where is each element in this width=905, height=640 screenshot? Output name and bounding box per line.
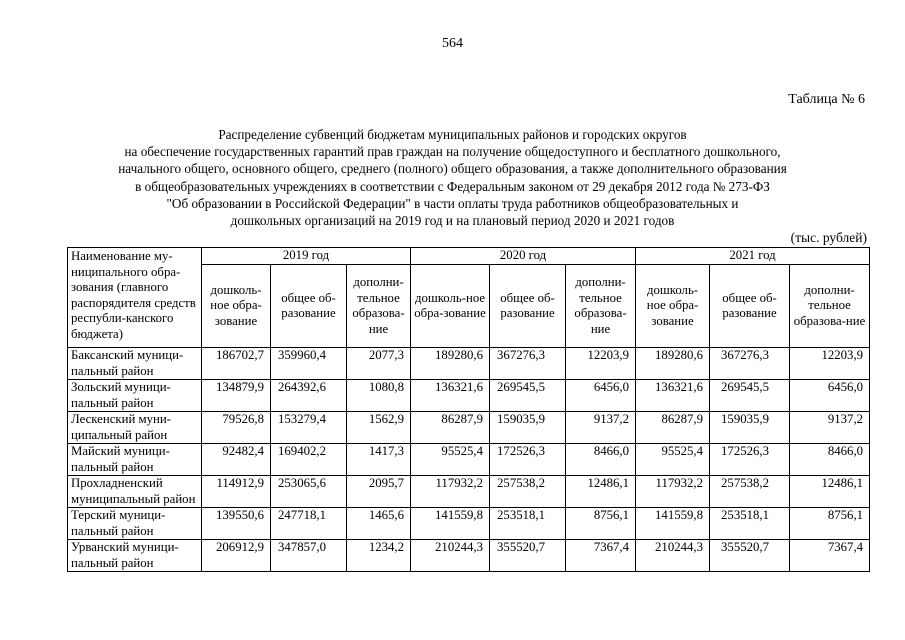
value-cell: 269545,5 — [710, 380, 790, 412]
title-line: начального общего, основного общего, среднего (полного) общего образования, а также дополнительного образования — [118, 161, 787, 177]
value-cell: 7367,4 — [566, 540, 636, 572]
table-row — [68, 348, 870, 380]
value-cell: 7367,4 — [790, 540, 870, 572]
value-cell: 186702,7 — [202, 348, 271, 380]
title-line: на обеспечение государственных гарантий прав граждан на получение общедоступного и бесплатного дошкольного, — [124, 144, 781, 160]
value-cell: 253065,6 — [271, 476, 347, 508]
value-cell: 355520,7 — [710, 540, 790, 572]
value-cell: 92482,4 — [202, 444, 271, 476]
units-label: (тыс. рублей) — [790, 230, 867, 245]
value-cell: 172526,3 — [710, 444, 790, 476]
value-cell: 8466,0 — [790, 444, 870, 476]
value-cell: 2095,7 — [347, 476, 411, 508]
table-row — [68, 380, 870, 412]
value-cell: 1234,2 — [347, 540, 411, 572]
value-cell: 206912,9 — [202, 540, 271, 572]
value-cell: 172526,3 — [490, 444, 566, 476]
value-cell: 9137,2 — [790, 412, 870, 444]
value-cell: 139550,6 — [202, 508, 271, 540]
value-cell: 136321,6 — [411, 380, 490, 412]
value-cell: 141559,8 — [411, 508, 490, 540]
value-cell: 6456,0 — [790, 380, 870, 412]
year-header-row — [68, 248, 870, 265]
value-cell: 159035,9 — [490, 412, 566, 444]
title-line: в общеобразовательных учреждениях в соответствии с Федеральным законом от 29 декабря 2012 года № 273-ФЗ — [135, 178, 770, 194]
column-header-preschool: дошколь-ное обра-зование — [636, 265, 710, 348]
value-cell: 359960,4 — [271, 348, 347, 380]
year-header-2020: 2020 год — [411, 248, 636, 265]
year-header-2019: 2019 год — [202, 248, 411, 265]
page-number: 564 — [442, 36, 463, 51]
municipality-name-cell: Прохладненский муниципальный район — [68, 476, 202, 508]
value-cell: 8756,1 — [790, 508, 870, 540]
column-header-general: общее об-разование — [490, 265, 566, 348]
value-cell: 86287,9 — [636, 412, 710, 444]
value-cell: 134879,9 — [202, 380, 271, 412]
value-cell: 1562,9 — [347, 412, 411, 444]
value-cell: 95525,4 — [636, 444, 710, 476]
value-cell: 257538,2 — [490, 476, 566, 508]
value-cell: 189280,6 — [636, 348, 710, 380]
municipality-name-cell: Лескенский муни-ципальный район — [68, 412, 202, 444]
value-cell: 347857,0 — [271, 540, 347, 572]
value-cell: 367276,3 — [710, 348, 790, 380]
value-cell: 95525,4 — [411, 444, 490, 476]
table-row — [68, 444, 870, 476]
value-cell: 8466,0 — [566, 444, 636, 476]
year-header-2021: 2021 год — [636, 248, 870, 265]
table-row — [68, 540, 870, 572]
value-cell: 1417,3 — [347, 444, 411, 476]
municipality-name-cell: Баксанский муници-пальный район — [68, 348, 202, 380]
value-cell: 189280,6 — [411, 348, 490, 380]
municipality-column-header: Наименование му-ниципального обра-зования (главного распорядителя средств республи-канского бюджета) — [68, 248, 202, 348]
value-cell: 153279,4 — [271, 412, 347, 444]
municipality-name-cell: Майский муници-пальный район — [68, 444, 202, 476]
table-title — [40, 126, 865, 229]
value-cell: 1080,8 — [347, 380, 411, 412]
value-cell: 269545,5 — [490, 380, 566, 412]
column-header-preschool: дошколь-ное обра-зование — [202, 265, 271, 348]
value-cell: 9137,2 — [566, 412, 636, 444]
value-cell: 12203,9 — [790, 348, 870, 380]
column-header-additional: дополни-тельное образова-ние — [347, 265, 411, 348]
value-cell: 6456,0 — [566, 380, 636, 412]
value-cell: 8756,1 — [566, 508, 636, 540]
column-header-preschool: дошколь-ное обра-зование — [411, 265, 490, 348]
table-label: Таблица № 6 — [788, 92, 865, 107]
table-row — [68, 412, 870, 444]
value-cell: 367276,3 — [490, 348, 566, 380]
value-cell: 141559,8 — [636, 508, 710, 540]
value-cell: 79526,8 — [202, 412, 271, 444]
table-row — [68, 476, 870, 508]
value-cell: 355520,7 — [490, 540, 566, 572]
column-header-additional: дополни-тельное образова-ние — [790, 265, 870, 348]
value-cell: 86287,9 — [411, 412, 490, 444]
value-cell: 247718,1 — [271, 508, 347, 540]
municipality-name-cell: Урванский муници-пальный район — [68, 540, 202, 572]
title-line: "Об образовании в Российской Федерации" в части оплаты труда работников общеобразовательных и — [166, 195, 739, 211]
municipality-name-cell: Терский муници-пальный район — [68, 508, 202, 540]
title-line: Распределение субвенций бюджетам муниципальных районов и городских округов — [218, 127, 687, 142]
value-cell: 12203,9 — [566, 348, 636, 380]
subsidy-table — [67, 247, 870, 572]
table-row — [68, 508, 870, 540]
value-cell: 2077,3 — [347, 348, 411, 380]
column-header-additional: дополни-тельное образова-ние — [566, 265, 636, 348]
value-cell: 12486,1 — [566, 476, 636, 508]
value-cell: 117932,2 — [636, 476, 710, 508]
value-cell: 264392,6 — [271, 380, 347, 412]
value-cell: 12486,1 — [790, 476, 870, 508]
value-cell: 253518,1 — [490, 508, 566, 540]
municipality-name-cell: Зольский муници-пальный район — [68, 380, 202, 412]
value-cell: 114912,9 — [202, 476, 271, 508]
value-cell: 253518,1 — [710, 508, 790, 540]
column-header-general: общее об-разование — [271, 265, 347, 348]
value-cell: 159035,9 — [710, 412, 790, 444]
value-cell: 117932,2 — [411, 476, 490, 508]
value-cell: 210244,3 — [411, 540, 490, 572]
column-header-general: общее об-разование — [710, 265, 790, 348]
value-cell: 1465,6 — [347, 508, 411, 540]
value-cell: 257538,2 — [710, 476, 790, 508]
value-cell: 136321,6 — [636, 380, 710, 412]
title-line: дошкольных организаций на 2019 год и на плановый период 2020 и 2021 годов — [230, 213, 675, 229]
value-cell: 210244,3 — [636, 540, 710, 572]
value-cell: 169402,2 — [271, 444, 347, 476]
